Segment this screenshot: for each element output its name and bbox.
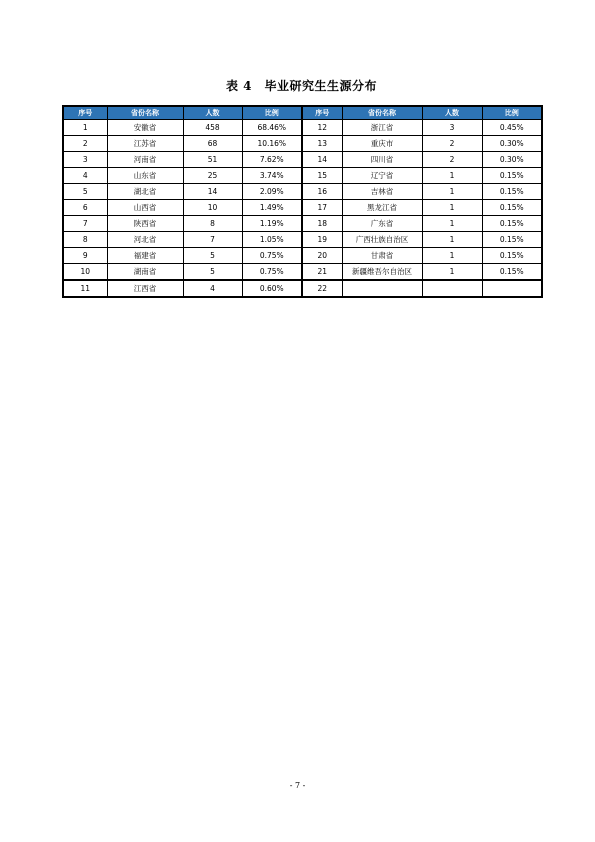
cell-ratio: 0.15%: [482, 216, 542, 232]
cell-index: 12: [302, 120, 342, 136]
cell-index: 7: [63, 216, 107, 232]
cell-count: 51: [183, 152, 242, 168]
cell-province: 广西壮族自治区: [342, 232, 422, 248]
cell-count: 4: [183, 280, 242, 297]
header-province: 省份名称: [107, 106, 183, 120]
cell-count: 14: [183, 184, 242, 200]
cell-province: 辽宁省: [342, 168, 422, 184]
cell-count: 458: [183, 120, 242, 136]
cell-province: 重庆市: [342, 136, 422, 152]
header-ratio: 比例: [242, 106, 302, 120]
cell-province: 山东省: [107, 168, 183, 184]
cell-count: 1: [422, 216, 482, 232]
cell-province: 甘肃省: [342, 248, 422, 264]
table-title: 表 4 毕业研究生生源分布: [225, 79, 378, 93]
table-row: [63, 152, 542, 168]
cell-province: 新疆维吾尔自治区: [342, 264, 422, 281]
header-index: 序号: [63, 106, 107, 120]
cell-ratio: 0.75%: [242, 264, 302, 281]
cell-province: 黑龙江省: [342, 200, 422, 216]
cell-ratio: 10.16%: [242, 136, 302, 152]
cell-index: 6: [63, 200, 107, 216]
cell-index: 10: [63, 264, 107, 281]
cell-province: 湖南省: [107, 264, 183, 281]
cell-index: 14: [302, 152, 342, 168]
cell-index: 16: [302, 184, 342, 200]
cell-index: 22: [302, 280, 342, 297]
cell-province: 江苏省: [107, 136, 183, 152]
cell-count: 2: [422, 136, 482, 152]
cell-index: 18: [302, 216, 342, 232]
cell-index: 3: [63, 152, 107, 168]
cell-count: 68: [183, 136, 242, 152]
cell-index: 17: [302, 200, 342, 216]
cell-count: 5: [183, 264, 242, 281]
table-row: [63, 216, 542, 232]
table-row: [63, 136, 542, 152]
cell-count: 1: [422, 232, 482, 248]
cell-index: 15: [302, 168, 342, 184]
cell-index: 20: [302, 248, 342, 264]
cell-ratio: 0.30%: [482, 136, 542, 152]
cell-ratio: 7.62%: [242, 152, 302, 168]
cell-ratio: 0.60%: [242, 280, 302, 297]
cell-index: 2: [63, 136, 107, 152]
table-header-row: [63, 106, 542, 120]
cell-count: 1: [422, 168, 482, 184]
cell-index: 8: [63, 232, 107, 248]
cell-count: 5: [183, 248, 242, 264]
cell-index: 1: [63, 120, 107, 136]
student-origin-table: [62, 105, 543, 298]
cell-ratio: 68.46%: [242, 120, 302, 136]
cell-ratio: 2.09%: [242, 184, 302, 200]
page-number: - 7 -: [289, 781, 306, 790]
cell-ratio: 3.74%: [242, 168, 302, 184]
cell-ratio: 0.15%: [482, 264, 542, 281]
cell-index: 9: [63, 248, 107, 264]
cell-province: 福建省: [107, 248, 183, 264]
cell-ratio: 1.05%: [242, 232, 302, 248]
cell-province: [342, 280, 422, 297]
cell-count: 2: [422, 152, 482, 168]
cell-ratio: 1.19%: [242, 216, 302, 232]
table-row: [63, 200, 542, 216]
cell-ratio: [482, 280, 542, 297]
cell-province: 安徽省: [107, 120, 183, 136]
table-row: [63, 120, 542, 136]
cell-ratio: 0.15%: [482, 200, 542, 216]
cell-count: 10: [183, 200, 242, 216]
cell-index: 4: [63, 168, 107, 184]
table-row: [63, 184, 542, 200]
cell-index: 21: [302, 264, 342, 281]
cell-province: 浙江省: [342, 120, 422, 136]
cell-count: 1: [422, 264, 482, 281]
header-count: 人数: [422, 106, 482, 120]
cell-province: 吉林省: [342, 184, 422, 200]
cell-ratio: 1.49%: [242, 200, 302, 216]
table-row: [63, 248, 542, 264]
cell-count: 7: [183, 232, 242, 248]
cell-ratio: 0.15%: [482, 232, 542, 248]
cell-ratio: 0.30%: [482, 152, 542, 168]
cell-index: 5: [63, 184, 107, 200]
cell-count: 3: [422, 120, 482, 136]
cell-province: 陕西省: [107, 216, 183, 232]
cell-index: 11: [63, 280, 107, 297]
table-row: [63, 280, 542, 297]
cell-count: 1: [422, 248, 482, 264]
cell-count: [422, 280, 482, 297]
cell-count: 1: [422, 200, 482, 216]
cell-count: 25: [183, 168, 242, 184]
cell-province: 河北省: [107, 232, 183, 248]
header-province: 省份名称: [342, 106, 422, 120]
cell-province: 山西省: [107, 200, 183, 216]
header-ratio: 比例: [482, 106, 542, 120]
cell-count: 8: [183, 216, 242, 232]
cell-province: 湖北省: [107, 184, 183, 200]
cell-ratio: 0.45%: [482, 120, 542, 136]
table-row: [63, 168, 542, 184]
cell-index: 19: [302, 232, 342, 248]
cell-ratio: 0.15%: [482, 168, 542, 184]
cell-ratio: 0.75%: [242, 248, 302, 264]
cell-ratio: 0.15%: [482, 248, 542, 264]
table-row: [63, 232, 542, 248]
table-row: [63, 264, 542, 281]
cell-province: 广东省: [342, 216, 422, 232]
cell-count: 1: [422, 184, 482, 200]
cell-province: 江西省: [107, 280, 183, 297]
cell-ratio: 0.15%: [482, 184, 542, 200]
header-count: 人数: [183, 106, 242, 120]
header-index: 序号: [302, 106, 342, 120]
cell-province: 河南省: [107, 152, 183, 168]
cell-province: 四川省: [342, 152, 422, 168]
cell-index: 13: [302, 136, 342, 152]
